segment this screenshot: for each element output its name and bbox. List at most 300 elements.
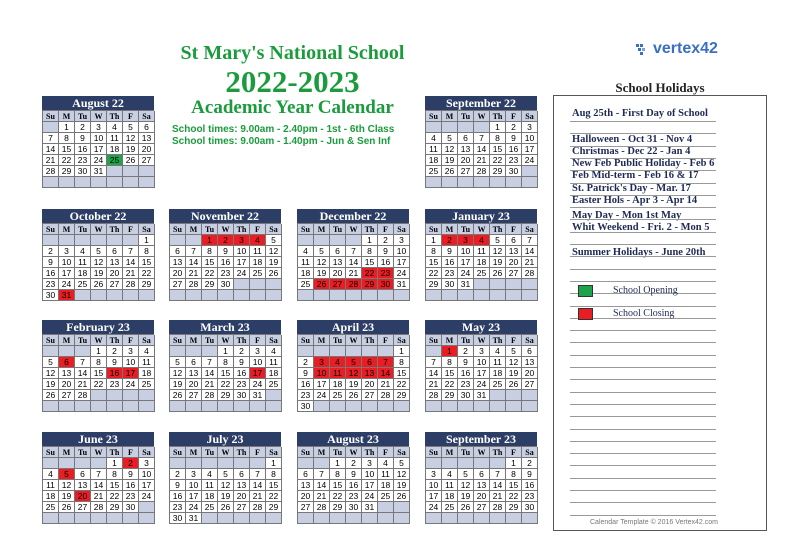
day-cell: 19 [91,268,107,279]
month-title: September 23 [425,432,537,446]
month-calendar [42,96,154,188]
empty-day-cell [442,122,458,133]
empty-day-cell [378,502,394,513]
day-cell: 12 [314,257,330,268]
day-cell: 21 [490,491,506,502]
day-cell: 6 [362,357,378,368]
empty-day-cell [123,390,139,401]
day-cell: 18 [202,491,218,502]
day-cell: 26 [218,502,234,513]
day-cell: 25 [426,166,442,177]
day-cell: 27 [522,379,538,390]
day-cell: 16 [75,144,91,155]
day-cell: 27 [170,279,186,290]
day-cell: 16 [458,368,474,379]
day-cell: 16 [298,379,314,390]
empty-day-cell [170,290,186,301]
empty-day-cell [346,290,362,301]
day-cell: 9 [107,357,123,368]
day-cell: 1 [218,346,234,357]
day-cell: 8 [218,357,234,368]
day-cell: 25 [474,268,490,279]
empty-day-cell [362,401,378,412]
empty-day-cell [426,513,442,524]
weekday-header: W [218,335,234,346]
day-cell: 9 [298,368,314,379]
empty-day-cell [362,346,378,357]
day-cell: 25 [250,268,266,279]
day-cell: 25 [490,379,506,390]
day-cell: 14 [202,368,218,379]
month-grid [425,223,537,301]
day-cell: 13 [170,257,186,268]
day-cell: 2 [43,246,59,257]
day-cell: 27 [59,390,75,401]
ruled-line [570,232,716,233]
weekday-header: Th [490,335,506,346]
empty-day-cell [442,458,458,469]
day-cell: 12 [170,368,186,379]
empty-day-cell [107,166,123,177]
day-cell: 10 [458,246,474,257]
day-cell: 6 [298,469,314,480]
day-cell: 20 [330,268,346,279]
empty-day-cell [474,401,490,412]
empty-day-cell [474,279,490,290]
weekday-header: Th [490,111,506,122]
day-cell: 11 [442,480,458,491]
empty-day-cell [506,390,522,401]
empty-day-cell [426,401,442,412]
day-cell: 29 [442,390,458,401]
day-cell: 14 [522,246,538,257]
weekday-header: M [186,335,202,346]
empty-day-cell [91,513,107,524]
day-cell: 28 [378,390,394,401]
day-cell: 7 [474,133,490,144]
day-cell: 20 [234,491,250,502]
empty-day-cell [170,401,186,412]
weekday-header: Th [490,447,506,458]
day-cell: 8 [266,469,282,480]
day-cell: 18 [330,379,346,390]
weekday-header: Su [426,447,442,458]
day-cell: 22 [330,491,346,502]
day-cell: 18 [75,268,91,279]
day-cell: 10 [250,357,266,368]
day-cell: 6 [107,246,123,257]
day-cell: 2 [107,346,123,357]
empty-day-cell [378,513,394,524]
weekday-header: Tu [202,224,218,235]
empty-day-cell [346,346,362,357]
empty-day-cell [170,346,186,357]
empty-day-cell [314,513,330,524]
month-grid [169,446,281,524]
month-calendar [297,209,409,301]
day-cell: 3 [186,469,202,480]
empty-day-cell [202,346,218,357]
day-cell: 14 [378,368,394,379]
day-cell: 23 [506,155,522,166]
empty-day-cell [442,290,458,301]
day-cell: 17 [522,144,538,155]
day-cell: 17 [314,379,330,390]
day-cell: 10 [474,357,490,368]
day-cell: 1 [139,235,155,246]
day-cell: 1 [107,458,123,469]
day-cell: 22 [506,491,522,502]
day-cell: 20 [474,491,490,502]
weekday-header: Tu [202,447,218,458]
weekday-header: F [506,224,522,235]
day-cell: 28 [43,166,59,177]
weekday-header: Tu [458,224,474,235]
day-cell: 29 [330,502,346,513]
day-cell: 10 [314,368,330,379]
day-cell: 29 [202,279,218,290]
weekday-header: W [474,111,490,122]
weekday-header: Sa [394,447,410,458]
month-title: March 23 [169,320,281,334]
day-cell: 10 [59,257,75,268]
empty-day-cell [59,401,75,412]
empty-day-cell [75,177,91,188]
day-cell: 15 [266,480,282,491]
day-cell: 5 [123,122,139,133]
day-cell: 8 [506,469,522,480]
day-cell: 2 [346,458,362,469]
day-cell: 11 [202,480,218,491]
day-cell: 22 [266,491,282,502]
ruled-line [570,269,716,270]
holiday-item: Whit Weekend - Fri. 2 - Mon 5 [572,222,710,233]
month-calendar [169,209,281,301]
weekday-header: W [218,224,234,235]
day-cell: 21 [123,268,139,279]
day-cell: 15 [394,368,410,379]
day-cell: 11 [250,246,266,257]
weekday-header: Th [107,224,123,235]
day-cell: 13 [234,480,250,491]
day-cell: 23 [107,379,123,390]
empty-day-cell [442,513,458,524]
day-cell: 2 [298,357,314,368]
day-cell: 17 [426,491,442,502]
day-cell: 31 [91,166,107,177]
day-cell: 7 [75,357,91,368]
day-cell: 19 [266,257,282,268]
empty-day-cell [490,279,506,290]
day-cell: 4 [202,469,218,480]
day-cell: 22 [107,491,123,502]
day-cell: 9 [506,133,522,144]
ruled-line [570,429,716,430]
day-cell: 9 [234,357,250,368]
day-cell: 16 [506,144,522,155]
day-cell: 22 [362,268,378,279]
day-cell: 21 [378,379,394,390]
day-cell: 26 [91,279,107,290]
month-calendar [297,320,409,412]
school-times-line-1: School times: 9.00am - 2.40pm - 1st - 6th Class [172,124,395,135]
empty-day-cell [43,513,59,524]
day-cell: 9 [170,480,186,491]
day-cell: 15 [426,257,442,268]
empty-day-cell [234,279,250,290]
empty-day-cell [218,458,234,469]
day-cell: 30 [123,502,139,513]
day-cell: 9 [346,469,362,480]
weekday-header: M [314,335,330,346]
month-grid [297,223,409,301]
day-cell: 19 [442,155,458,166]
day-cell: 25 [202,502,218,513]
day-cell: 30 [298,401,314,412]
day-cell: 17 [139,480,155,491]
weekday-header: M [59,224,75,235]
month-title: June 23 [42,432,154,446]
month-title: August 22 [42,96,154,110]
day-cell: 18 [266,368,282,379]
day-cell: 28 [474,166,490,177]
day-cell: 27 [458,166,474,177]
weekday-header: Sa [394,335,410,346]
weekday-header: Sa [522,224,538,235]
day-cell: 17 [91,144,107,155]
day-cell: 8 [362,246,378,257]
day-cell: 5 [506,346,522,357]
weekday-header: Sa [266,224,282,235]
day-cell: 21 [43,155,59,166]
empty-day-cell [298,458,314,469]
day-cell: 20 [59,379,75,390]
day-cell: 31 [362,502,378,513]
day-cell: 5 [314,246,330,257]
day-cell: 27 [139,155,155,166]
day-cell: 17 [474,368,490,379]
ruled-line [570,379,716,380]
day-cell: 17 [123,368,139,379]
vertex42-logo-text: vertex42 [653,40,718,57]
day-cell: 3 [458,235,474,246]
empty-day-cell [107,235,123,246]
empty-day-cell [458,290,474,301]
day-cell: 8 [139,246,155,257]
day-cell: 28 [426,390,442,401]
empty-day-cell [123,177,139,188]
day-cell: 10 [123,357,139,368]
weekday-header: Tu [75,224,91,235]
empty-day-cell [298,290,314,301]
empty-day-cell [250,290,266,301]
empty-day-cell [186,458,202,469]
month-grid [425,446,537,524]
empty-day-cell [426,346,442,357]
empty-day-cell [218,513,234,524]
day-cell: 27 [107,279,123,290]
month-calendar [42,209,154,301]
empty-day-cell [378,346,394,357]
day-cell: 16 [170,491,186,502]
day-cell: 5 [490,235,506,246]
day-cell: 30 [43,290,59,301]
day-cell: 23 [522,491,538,502]
day-cell: 19 [490,257,506,268]
day-cell: 25 [266,379,282,390]
day-cell: 19 [170,379,186,390]
ruled-line [570,219,716,220]
day-cell: 4 [426,133,442,144]
day-cell: 18 [490,368,506,379]
day-cell: 13 [59,368,75,379]
weekday-header: F [506,447,522,458]
legend-closing-swatch [578,308,593,320]
empty-day-cell [43,122,59,133]
empty-day-cell [139,290,155,301]
day-cell: 2 [378,235,394,246]
day-cell: 6 [330,246,346,257]
weekday-header: Su [43,335,59,346]
day-cell: 22 [394,379,410,390]
day-cell: 4 [330,357,346,368]
day-cell: 13 [330,257,346,268]
day-cell: 27 [298,502,314,513]
day-cell: 14 [75,368,91,379]
day-cell: 19 [123,144,139,155]
day-cell: 17 [394,257,410,268]
month-title: July 23 [169,432,281,446]
weekday-header: W [91,447,107,458]
month-calendar [425,96,537,188]
day-cell: 12 [91,257,107,268]
day-cell: 9 [378,246,394,257]
month-calendar [425,432,537,524]
weekday-header: Th [490,224,506,235]
day-cell: 15 [490,144,506,155]
empty-day-cell [522,166,538,177]
day-cell: 3 [250,346,266,357]
day-cell: 6 [522,346,538,357]
day-cell: 25 [378,491,394,502]
month-calendar [42,432,154,524]
day-cell: 5 [346,357,362,368]
weekday-header: Su [43,224,59,235]
ruled-line [570,195,716,196]
month-grid [425,334,537,412]
empty-day-cell [250,458,266,469]
empty-day-cell [202,290,218,301]
day-cell: 10 [234,246,250,257]
day-cell: 17 [250,368,266,379]
holiday-item: May Day - Mon 1st May [572,210,682,221]
day-cell: 15 [59,144,75,155]
weekday-header: F [123,335,139,346]
empty-day-cell [91,290,107,301]
day-cell: 1 [330,458,346,469]
day-cell: 2 [75,122,91,133]
day-cell: 12 [442,144,458,155]
weekday-header: Sa [139,111,155,122]
day-cell: 13 [107,257,123,268]
day-cell: 8 [442,357,458,368]
day-cell: 7 [202,357,218,368]
day-cell: 4 [298,246,314,257]
day-cell: 8 [202,246,218,257]
day-cell: 21 [186,268,202,279]
day-cell: 26 [170,390,186,401]
empty-day-cell [186,290,202,301]
empty-day-cell [330,235,346,246]
empty-day-cell [75,513,91,524]
ruled-line [570,515,716,516]
day-cell: 16 [234,368,250,379]
day-cell: 6 [170,246,186,257]
day-cell: 26 [59,502,75,513]
empty-day-cell [186,401,202,412]
day-cell: 21 [314,491,330,502]
empty-day-cell [330,290,346,301]
day-cell: 3 [314,357,330,368]
day-cell: 3 [139,458,155,469]
day-cell: 4 [75,246,91,257]
weekday-header: Tu [75,111,91,122]
ruled-line [570,244,716,245]
day-cell: 11 [298,257,314,268]
empty-day-cell [75,290,91,301]
empty-day-cell [75,401,91,412]
day-cell: 21 [474,155,490,166]
day-cell: 8 [394,357,410,368]
empty-day-cell [522,279,538,290]
empty-day-cell [43,401,59,412]
vertex42-logo [636,40,718,58]
day-cell: 10 [139,469,155,480]
day-cell: 7 [43,133,59,144]
day-cell: 13 [139,133,155,144]
day-cell: 4 [250,235,266,246]
day-cell: 18 [139,368,155,379]
empty-day-cell [107,290,123,301]
day-cell: 22 [139,268,155,279]
day-cell: 11 [474,246,490,257]
day-cell: 4 [139,346,155,357]
day-cell: 10 [186,480,202,491]
day-cell: 20 [506,257,522,268]
empty-day-cell [314,346,330,357]
day-cell: 23 [123,491,139,502]
legend-opening-swatch [578,285,593,297]
empty-day-cell [170,235,186,246]
day-cell: 12 [458,480,474,491]
day-cell: 24 [123,379,139,390]
weekday-header: Su [426,111,442,122]
day-cell: 28 [123,279,139,290]
empty-day-cell [346,235,362,246]
day-cell: 19 [458,491,474,502]
day-cell: 2 [234,346,250,357]
month-grid [297,334,409,412]
weekday-header: Sa [139,447,155,458]
day-cell: 15 [139,257,155,268]
weekday-header: W [346,224,362,235]
day-cell: 30 [346,502,362,513]
day-cell: 18 [378,480,394,491]
empty-day-cell [91,458,107,469]
empty-day-cell [139,502,155,513]
day-cell: 8 [107,469,123,480]
day-cell: 16 [346,480,362,491]
